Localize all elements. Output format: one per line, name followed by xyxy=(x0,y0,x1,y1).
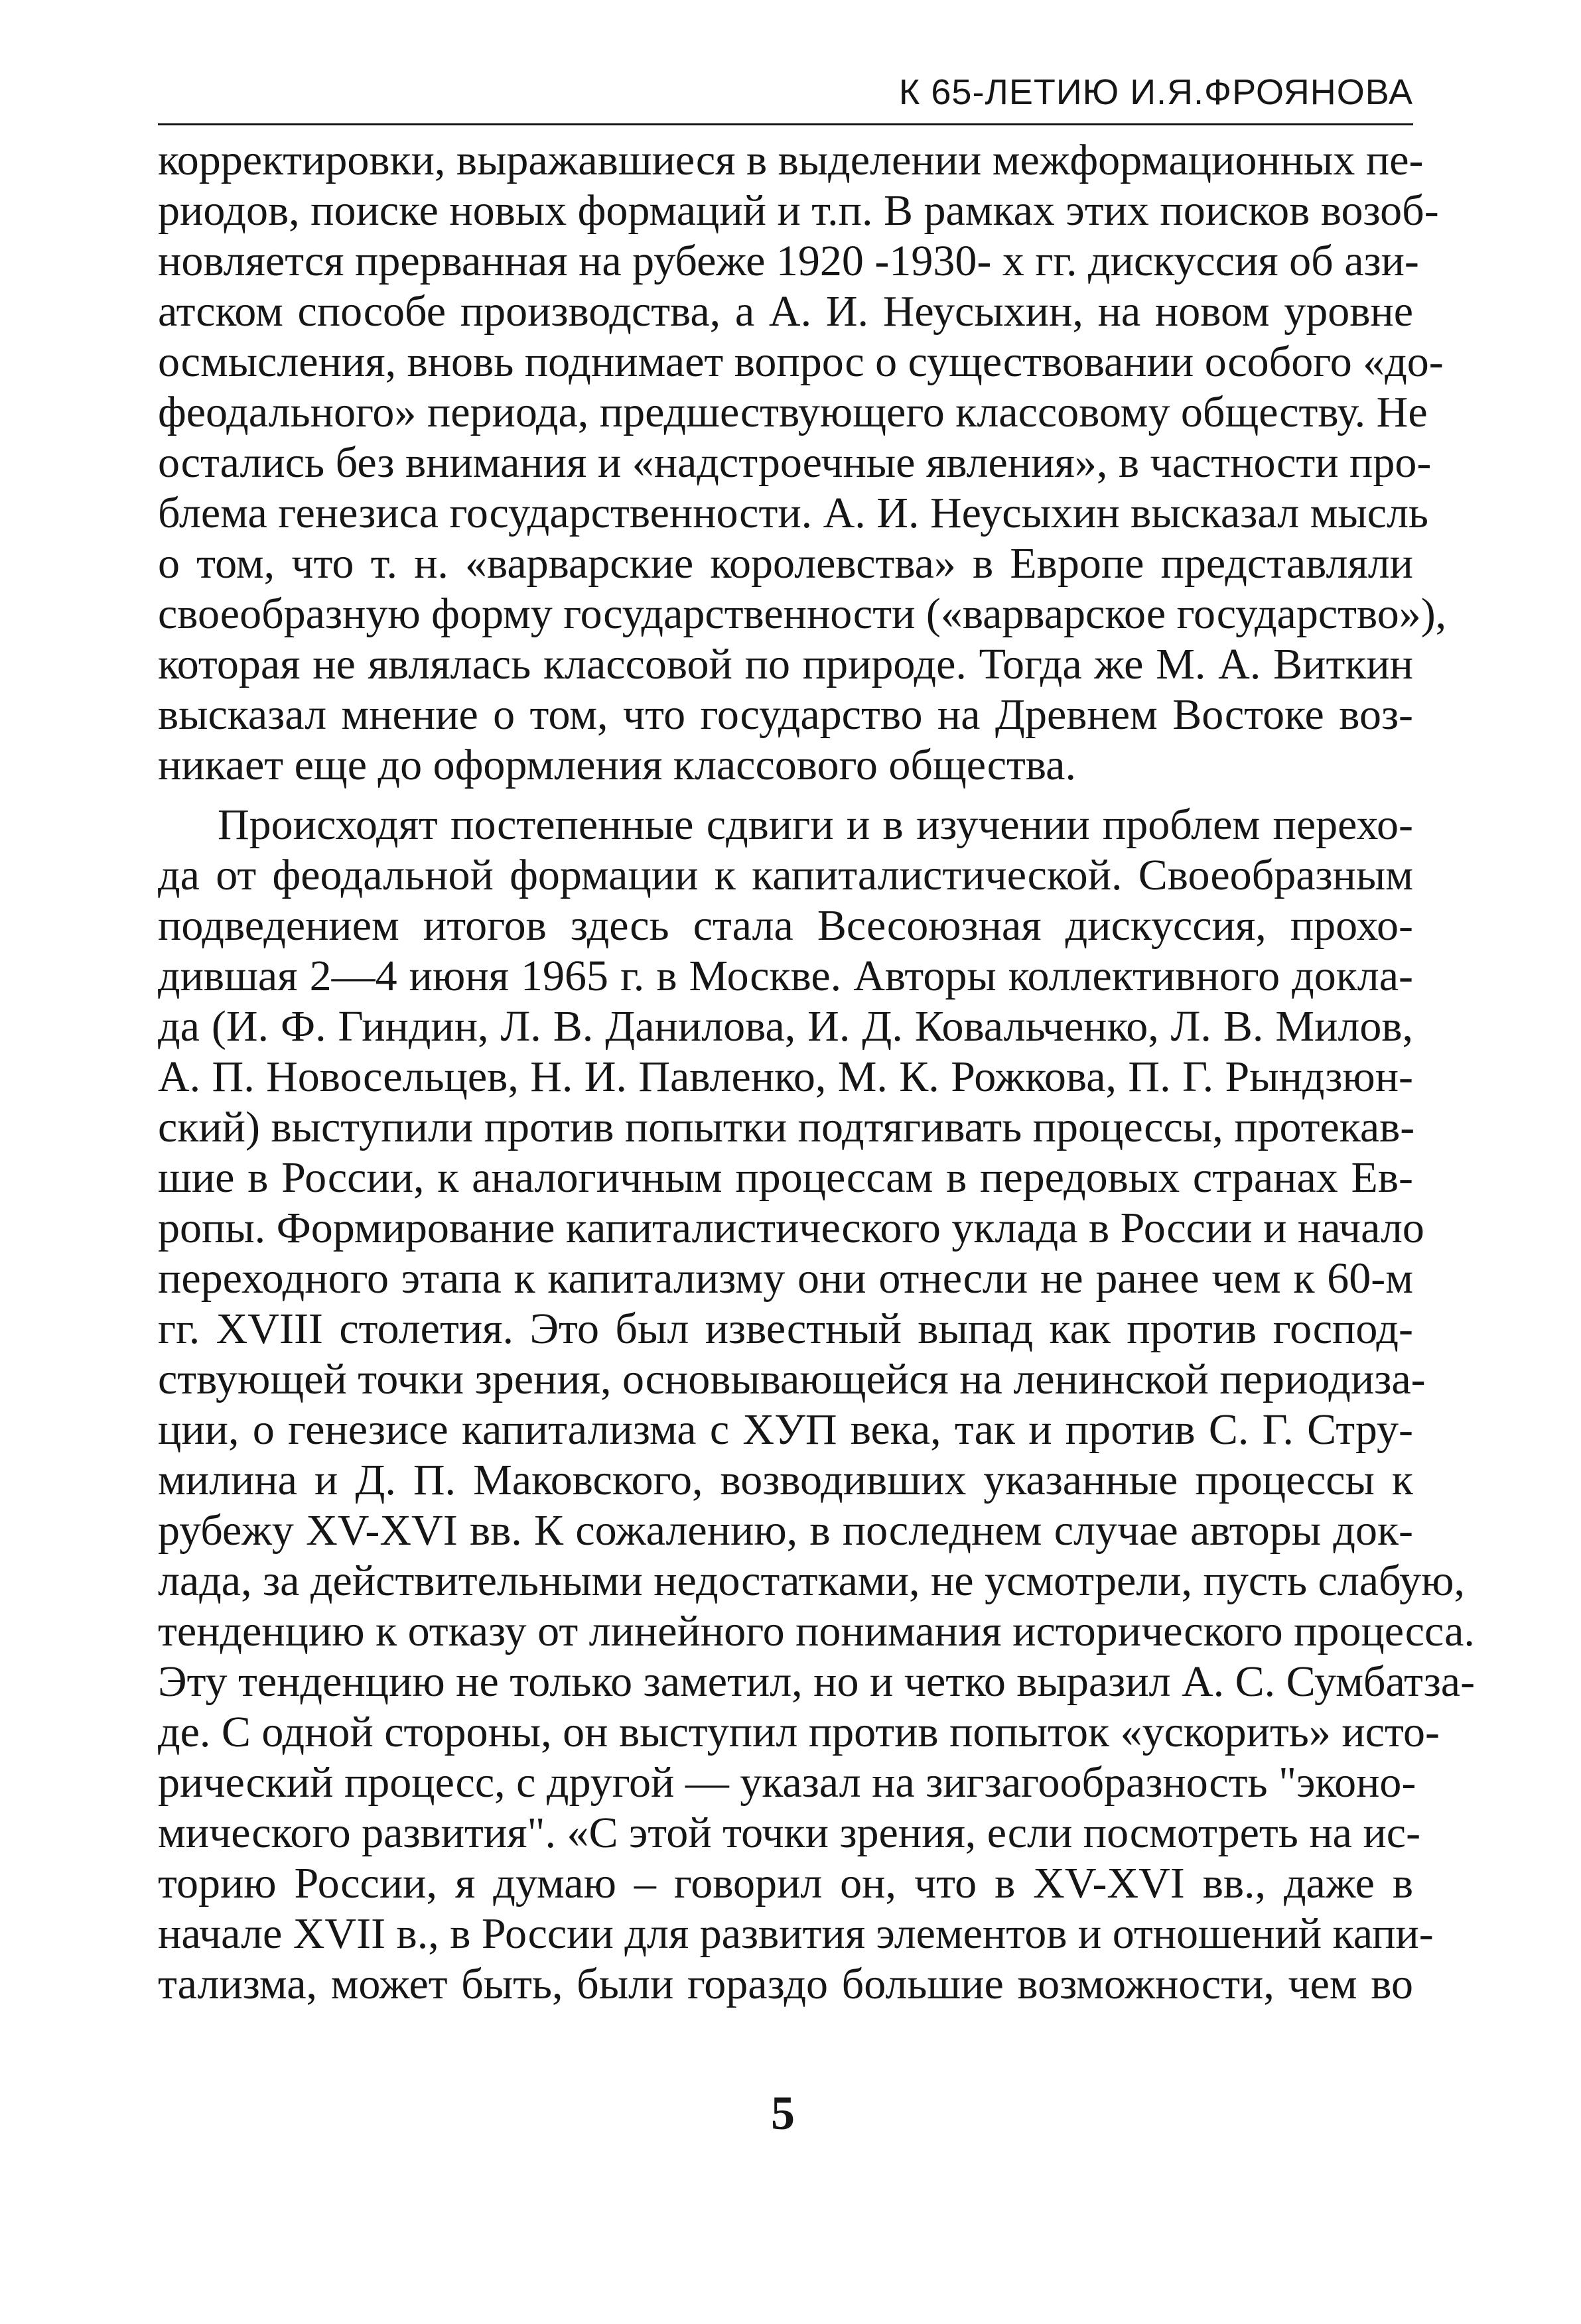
text-line: новляется прерванная на рубеже 1920 -1930- х гг. дискуссия об ази- xyxy=(158,237,1419,285)
paragraph-2 xyxy=(158,800,1476,2010)
text-line: милина и Д. П. Маковского, возводивших указанные процессы к xyxy=(158,1456,1413,1504)
text-line: дившая 2—4 июня 1965 г. в Москве. Авторы коллективного докла- xyxy=(158,952,1413,1000)
text-line: подведением итогов здесь стала Всесоюзная дискуссия, прохо- xyxy=(158,901,1413,950)
text-line: рубежу XV-XVI вв. К сожалению, в последнем случае авторы док- xyxy=(158,1506,1413,1555)
text-line: риодов, поиске новых формаций и т.п. В рамках этих поисков возоб- xyxy=(158,186,1439,235)
text-line: де. С одной стороны, он выступил против попыток «ускорить» исто- xyxy=(158,1708,1440,1756)
text-line: своеобразную форму государственности («варварское государство»), xyxy=(158,590,1447,638)
text-line: переходного этапа к капитализму они отнесли не ранее чем к 60-м xyxy=(158,1254,1413,1303)
paragraph-1 xyxy=(158,135,1447,791)
text-line: Происходят постепенные сдвиги и в изучении проблем перехо- xyxy=(218,801,1413,849)
text-line: ропы. Формирование капиталистического уклада в России и начало xyxy=(158,1204,1424,1252)
text-line: да от феодальной формации к капиталистической. Своеобразным xyxy=(158,851,1413,899)
text-line: ции, о генезисе капитализма с ХУП века, так и против С. Г. Стру- xyxy=(158,1405,1413,1454)
text-line: Эту тенденцию не только заметил, но и четко выразил А. С. Сумбатза- xyxy=(158,1657,1476,1706)
text-line: никает еще до оформления классового общества. xyxy=(158,741,1076,789)
running-header: К 65-ЛЕТИЮ И.Я.ФРОЯНОВА xyxy=(898,72,1413,112)
text-line: гг. XVIII столетия. Это был известный выпад как против господ- xyxy=(158,1305,1413,1353)
text-line: которая не являлась классовой по природе. Тогда же М. А. Виткин xyxy=(158,640,1413,688)
text-line: А. П. Новосельцев, Н. И. Павленко, М. К. Рожкова, П. Г. Рындзюн- xyxy=(158,1053,1413,1101)
text-line: тенденцию к отказу от линейного понимания исторического процесса. xyxy=(158,1607,1475,1655)
body-text xyxy=(158,135,1476,2010)
text-line: торию России, я думаю – говорил он, что в XV-XVI вв., даже в xyxy=(158,1859,1413,1907)
text-line: ствующей точки зрения, основывающейся на ленинской периодиза- xyxy=(158,1355,1426,1403)
header-rule xyxy=(158,123,1413,125)
text-line: начале XVII в., в России для развития элементов и отношений капи- xyxy=(158,1909,1434,1958)
text-line: ский) выступили против попытки подтягивать процессы, протекав- xyxy=(158,1103,1415,1151)
text-line: да (И. Ф. Гиндин, Л. В. Данилова, И. Д. Ковальченко, Л. В. Милов, xyxy=(158,1002,1413,1051)
text-line: мического развития". «С этой точки зрения, если посмотреть на ис- xyxy=(158,1809,1421,1857)
text-line: осмысления, вновь поднимает вопрос о существовании особого «до- xyxy=(158,338,1444,386)
text-line: атском способе производства, а А. И. Неусыхин, на новом уровне xyxy=(158,287,1413,336)
page-number: 5 xyxy=(771,2087,795,2140)
text-line: остались без внимания и «надстроечные явления», в частности про- xyxy=(158,438,1432,487)
text-line: лада, за действительными недостатками, не усмотрели, пусть слабую, xyxy=(158,1557,1465,1605)
text-line: о том, что т. н. «варварские королевства» в Европе представляли xyxy=(158,539,1413,588)
text-line: феодального» периода, предшествующего классовому обществу. Не xyxy=(158,388,1428,436)
text-line: корректировки, выражавшиеся в выделении межформационных пе- xyxy=(158,136,1424,184)
text-line: шие в России, к аналогичным процессам в передовых странах Ев- xyxy=(158,1153,1413,1202)
text-line: рический процесс, с другой — указал на зигзагообразность "эконо- xyxy=(158,1758,1416,1807)
text-line: тализма, может быть, были гораздо большие возможности, чем во xyxy=(158,1960,1413,2008)
paragraph-gap xyxy=(158,791,1413,800)
text-line: высказал мнение о том, что государство на Древнем Востоке воз- xyxy=(158,690,1413,739)
text-line: блема генезиса государственности. А. И. Неусыхин высказал мысль xyxy=(158,489,1429,537)
